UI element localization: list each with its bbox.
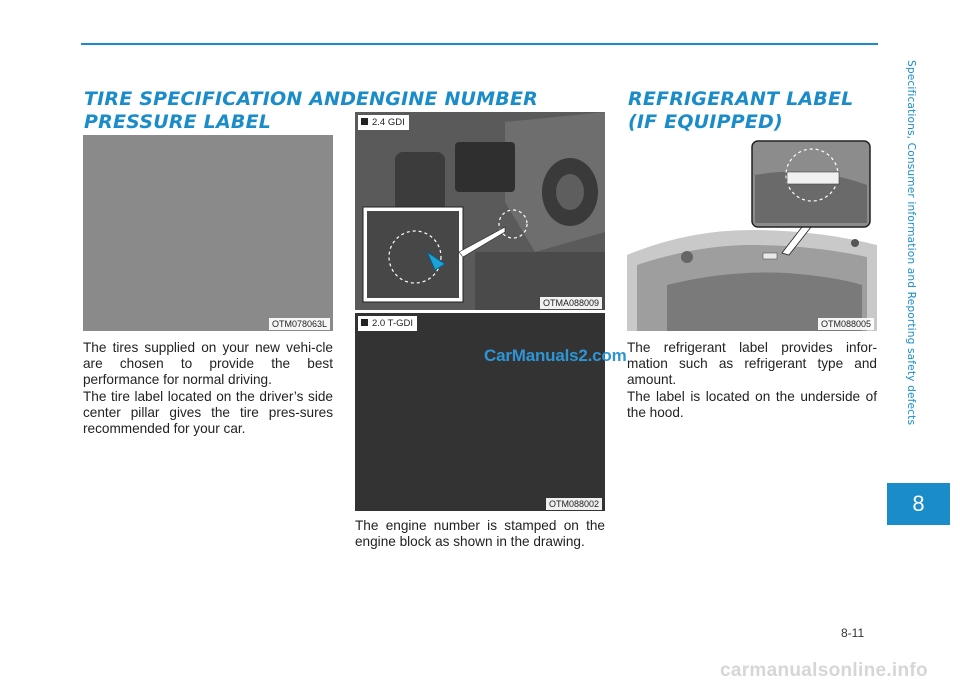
tire-label-photo [83, 135, 333, 331]
refrigerant-heading-line-1: REFRIGERANT LABEL [628, 88, 854, 110]
refrigerant-figure-code: OTM088005 [818, 318, 874, 330]
chapter-side-label [904, 60, 918, 480]
refrigerant-heading-line-2: (IF EQUIPPED) [628, 111, 783, 133]
tire-paragraph-2: The tire label located on the driver’s side center pillar gives the tire pres-sures recommended for your car. [83, 389, 333, 436]
page-number: 8-11 [841, 626, 865, 640]
watermark: CarManuals2.com [484, 346, 627, 365]
tire-section-heading [84, 88, 356, 134]
engine-figure-code-2: OTM088002 [546, 498, 602, 510]
tire-figure-code: OTM078063L [269, 318, 330, 330]
engine-paragraph-1: The engine number is stamped on the engine block as shown in the drawing. [355, 518, 605, 549]
engine-variant-tag-1-text: 2.4 GDI [372, 117, 405, 128]
refrigerant-section-heading [628, 88, 853, 134]
bullet-square-icon [361, 118, 368, 125]
site-mark: carmanualsonline.info [720, 660, 928, 681]
engine-section-heading [356, 88, 538, 111]
top-rule [81, 43, 878, 45]
engine-bay-illustration [355, 112, 605, 310]
engine-photo-2-0-t-gdi [355, 313, 605, 511]
chapter-tab: 8 [887, 483, 950, 525]
tire-paragraph-1: The tires supplied on your new vehi-cle are chosen to provide the best performance for normal driving. [83, 340, 333, 387]
bullet-square-icon [361, 319, 368, 326]
engine-figure-code-1: OTMA088009 [540, 297, 602, 309]
engine-photo-2-4-gdi [355, 112, 605, 310]
refrigerant-label-photo [627, 135, 877, 331]
engine-variant-tag-2 [358, 316, 417, 331]
engine-variant-tag-1 [358, 115, 409, 130]
engine-variant-tag-2-text: 2.0 T-GDI [372, 318, 414, 329]
tire-heading-line-1: TIRE SPECIFICATION AND [84, 88, 357, 110]
tire-heading-line-2: PRESSURE LABEL [84, 111, 272, 133]
engine-heading-line-1: ENGINE NUMBER [356, 88, 538, 110]
refrigerant-paragraph-2: The label is located on the underside of the hood. [627, 389, 877, 420]
chapter-side-label-text: Specifications, Consumer information and Reporting safety defects [905, 60, 917, 426]
hood-underside-illustration [627, 135, 877, 331]
refrigerant-paragraph-1: The refrigerant label provides infor-mation such as refrigerant type and amount. [627, 340, 877, 387]
